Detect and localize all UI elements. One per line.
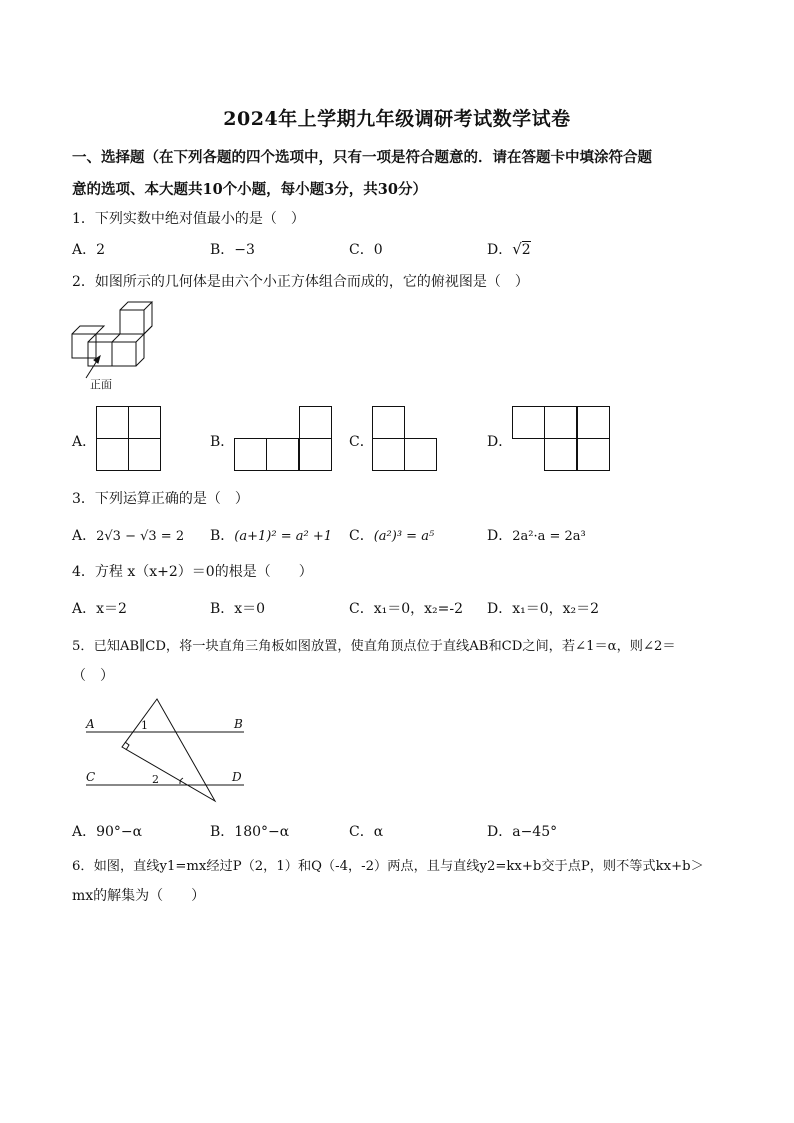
q3-option-c-expr: (a²)³ = a⁵: [373, 529, 435, 544]
q1-option-b: B．−3: [210, 242, 255, 258]
q2-option-a-label: A．: [72, 434, 97, 450]
section-heading-line2: 意的选项、本大题共10个小题，每小题3分，共30分）: [72, 181, 427, 198]
q2-option-d-figure: [512, 406, 612, 472]
q2-option-d-label: D．: [487, 434, 513, 450]
q2-option-b-figure: [234, 406, 334, 472]
q3-option-a-expr: 2√3 − √3 = 2: [96, 529, 185, 544]
q1-option-d: [487, 239, 531, 259]
q2-cube-figure: [68, 300, 158, 395]
q2-option-c-figure: [372, 406, 440, 472]
q3-option-b-prefix: B．: [210, 528, 235, 544]
q3-stem: 3．下列运算正确的是（ ）: [72, 491, 249, 507]
q5-option-a: A．90°−α: [72, 824, 143, 840]
q4-option-b: B．x＝0: [210, 601, 266, 617]
q1-stem: 1．下列实数中绝对值最小的是（ ）: [72, 211, 305, 227]
q3-option-a: [72, 525, 184, 545]
label-b: B: [234, 717, 243, 731]
q5-option-b: B．180°−α: [210, 824, 290, 840]
q3-option-d-prefix: D．: [487, 528, 513, 544]
q2-stem: 2．如图所示的几何体是由六个小正方体组合而成的，它的俯视图是（ ）: [72, 274, 529, 290]
q3-option-d: [487, 525, 586, 545]
q3-option-c: [349, 525, 434, 545]
q3-option-c-prefix: C．: [349, 528, 374, 544]
q4-option-a: A．x＝2: [72, 601, 127, 617]
q2-option-a-figure: [96, 406, 162, 472]
page-title: 2024年上学期九年级调研考试数学试卷: [223, 108, 571, 130]
q5-option-c: C．α: [349, 824, 384, 840]
q5-geometry-figure: [82, 695, 252, 810]
q3-option-d-expr: 2a²·a = 2a³: [512, 529, 586, 544]
q2-front-label: 正面: [90, 378, 112, 391]
q3-option-b: [210, 525, 332, 545]
q3-option-a-prefix: A．: [72, 528, 97, 544]
label-d: D: [232, 770, 242, 784]
angle-1-label: 1: [141, 719, 148, 732]
q1-option-d-prefix: D．: [487, 242, 513, 258]
angle-2-label: 2: [152, 773, 159, 786]
q2-option-c-label: C．: [349, 434, 374, 450]
q1-option-d-value: 2: [521, 242, 531, 258]
q5-stem-line2: （ ）: [72, 668, 114, 684]
label-c: C: [86, 770, 96, 784]
q5-stem-line1: 5．已知AB∥CD，将一块直角三角板如图放置，使直角顶点位于直线AB和CD之间，若∠1＝α，则∠2＝: [72, 639, 676, 654]
q2-option-b-label: B．: [210, 434, 235, 450]
q3-option-b-expr: (a+1)² = a² +1: [234, 529, 332, 544]
q1-option-c: C．0: [349, 242, 383, 258]
sqrt-symbol: √: [512, 240, 522, 258]
q1-option-a: A．2: [72, 242, 106, 258]
section-heading-line1: 一、选择题（在下列各题的四个选项中，只有一项是符合题意的．请在答题卡中填涂符合题: [72, 149, 652, 166]
q6-stem-line2: mx的解集为（ ）: [72, 888, 206, 904]
q4-stem: 4．方程 x（x+2）＝0的根是（ ）: [72, 564, 313, 580]
q5-option-d: D．a−45°: [487, 824, 558, 840]
q4-option-d: D．x₁＝0，x₂＝2: [487, 601, 600, 617]
q6-stem-line1: 6．如图，直线y1=mx经过P（2，1）和Q（-4，-2）两点，且与直线y2=kx+b交于点P，则不等式kx+b＞: [72, 859, 704, 874]
q4-option-c: C．x₁＝0，x₂=-2: [349, 601, 464, 617]
label-a: A: [86, 717, 95, 731]
